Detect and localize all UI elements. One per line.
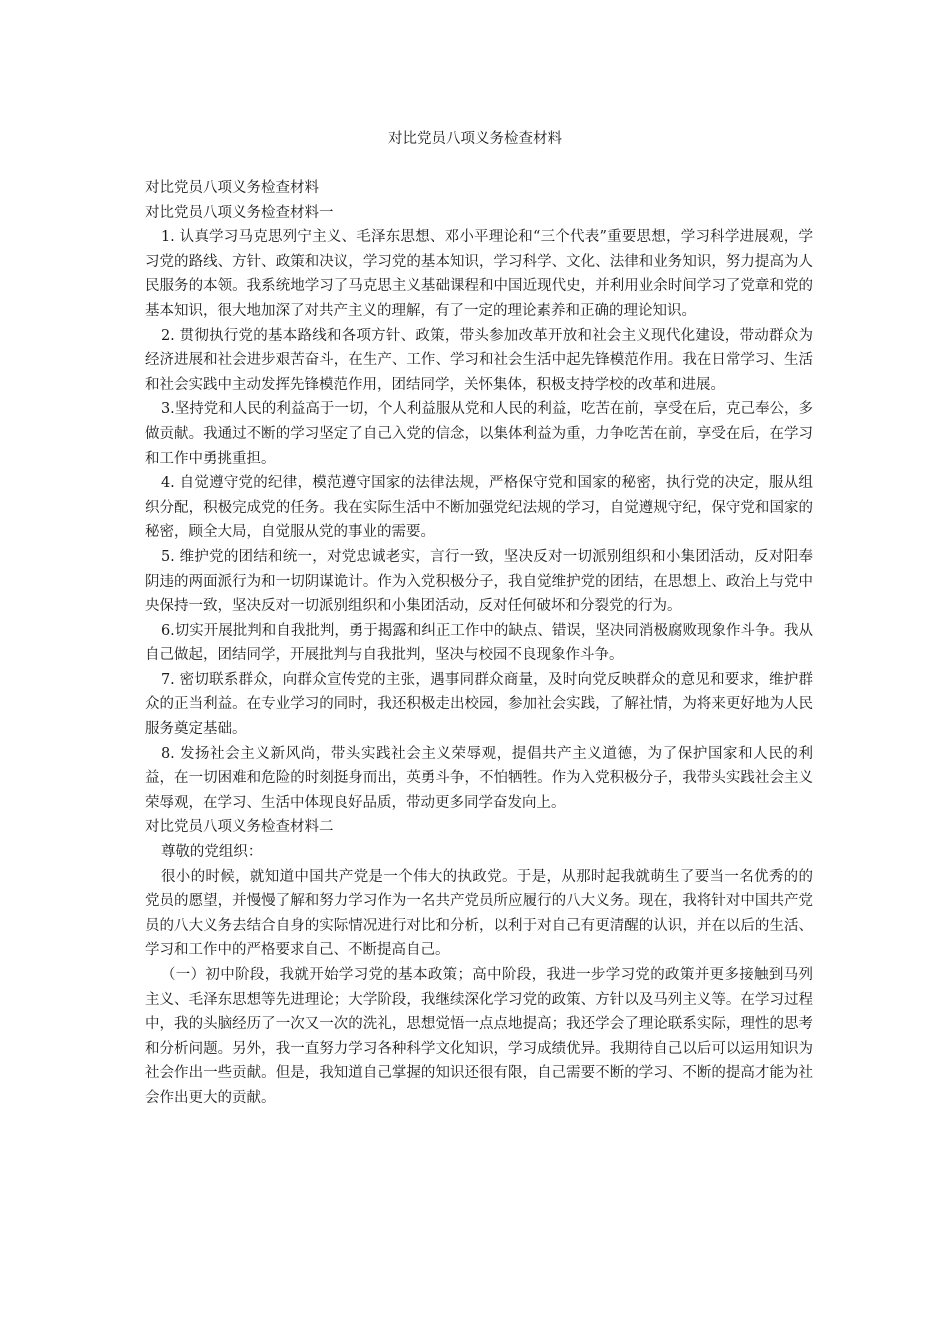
body-paragraph: 5. 维护党的团结和统一，对党忠诚老实，言行一致，坚决反对一切派别组织和小集团活动，反对阳奉阴违的两面派行为和一切阴谋诡计。作为入党积极分子，我自觉维护党的团结，在思想上、政治上与党中央保持一致，坚决反对一切派别组织和小集团活动，反对任何破坏和分裂党的行为。 — [145, 548, 813, 615]
body-paragraph: （一）初中阶段，我就开始学习党的基本政策；高中阶段，我进一步学习党的政策并更多接触到马列主义、毛泽东思想等先进理论；大学阶段，我继续深化学习党的政策、方针以及马列主义等。在学习过程中，我的头脑经历了一次又一次的洗礼，思想觉悟一点点地提高；我还学会了理论联系实际，理性的思考和分析问题。另外，我一直努力学习各种科学文化知识，学习成绩优异。我期待自己以后可以运用知识为社会作出一些贡献。但是，我知道自己掌握的知识还很有限，自己需要不断的学习、不断的提高才能为社会作出更大的贡献。 — [145, 967, 813, 1106]
body-paragraph: 很小的时候，就知道中国共产党是一个伟大的执政党。于是，从那时起我就萌生了要当一名优秀的的党员的愿望，并慢慢了解和努力学习作为一名共产党员所应履行的八大义务。现在，我将针对中国共产党员的八大义务去结合自身的实际情况进行对比和分析，以利于对自己有更清醒的认识，并在以后的生活、学习和工作中的严格要求自己、不断提高自己。 — [145, 868, 813, 959]
body-paragraph: 7. 密切联系群众，向群众宣传党的主张，遇事同群众商量，及时向党反映群众的意见和要求，维护群众的正当利益。在专业学习的同时，我还积极走出校园，参加社会实践，了解社情，为将来更好地为人民服务奠定基础。 — [145, 671, 813, 738]
body-paragraph: 4. 自觉遵守党的纪律，模范遵守国家的法律法规，严格保守党和国家的秘密，执行党的决定，服从组织分配，积极完成党的任务。我在实际生活中不断加强党纪法规的学习，自觉遵规守纪，保守党和国家的秘密，顾全大局，自觉服从党的事业的需要。 — [145, 475, 813, 541]
body-paragraph: 2. 贯彻执行党的基本路线和各项方针、政策，带头参加改革开放和社会主义现代化建设，带动群众为经济进展和社会进步艰苦奋斗，在生产、工作、学习和社会生活中起先锋模范作用。我在日常学习、生活和社会实践中主动发挥先锋模范作用，团结同学，关怀集体，积极支持学校的改革和进展。 — [145, 327, 813, 393]
section-heading: 对比党员八项义务检查材料 — [145, 180, 319, 196]
section-heading: 对比党员八项义务检查材料一 — [145, 204, 334, 221]
section-heading: 对比党员八项义务检查材料二 — [145, 819, 334, 836]
body-paragraph: 尊敬的党组织： — [160, 844, 263, 861]
body-paragraph: 3.坚持党和人民的利益高于一切，个人利益服从党和人民的利益，吃苦在前，享受在后，克己奉公，多做贡献。我通过不断的学习坚定了自己入党的信念，以集体利益为重，力争吃苦在前，享受在后，在学习和工作中勇挑重担。 — [145, 401, 813, 467]
document-body — [145, 176, 813, 1111]
body-paragraph: 1. 认真学习马克思列宁主义、毛泽东思想、邓小平理论和“三个代表”重要思想，学习科学进展观，学习党的路线、方针、政策和决议，学习党的基本知识，学习科学、文化、法律和业务知识，努力提高为人民服务的本领。我系统地学习了马克思主义基础课程和中国近现代史，并利用业余时间学习了党章和党的基本知识，很大地加深了对共产主义的理解，有了一定的理论素养和正确的理论知识。 — [145, 229, 813, 319]
body-paragraph: 6.切实开展批判和自我批判，勇于揭露和纠正工作中的缺点、错误，坚决同消极腐败现象作斗争。我从自己做起，团结同学，开展批判与自我批判，坚决与校园不良现象作斗争。 — [145, 622, 813, 664]
page-title: 对比党员八项义务检查材料 — [388, 131, 562, 147]
body-paragraph: 8. 发扬社会主义新风尚，带头实践社会主义荣辱观，提倡共产主义道德，为了保护国家和人民的利益，在一切困难和危险的时刻挺身而出，英勇斗争，不怕牺牲。作为入党积极分子，我带头实践社会主义荣辱观，在学习、生活中体现良好品质，带动更多同学奋发向上。 — [145, 745, 813, 811]
